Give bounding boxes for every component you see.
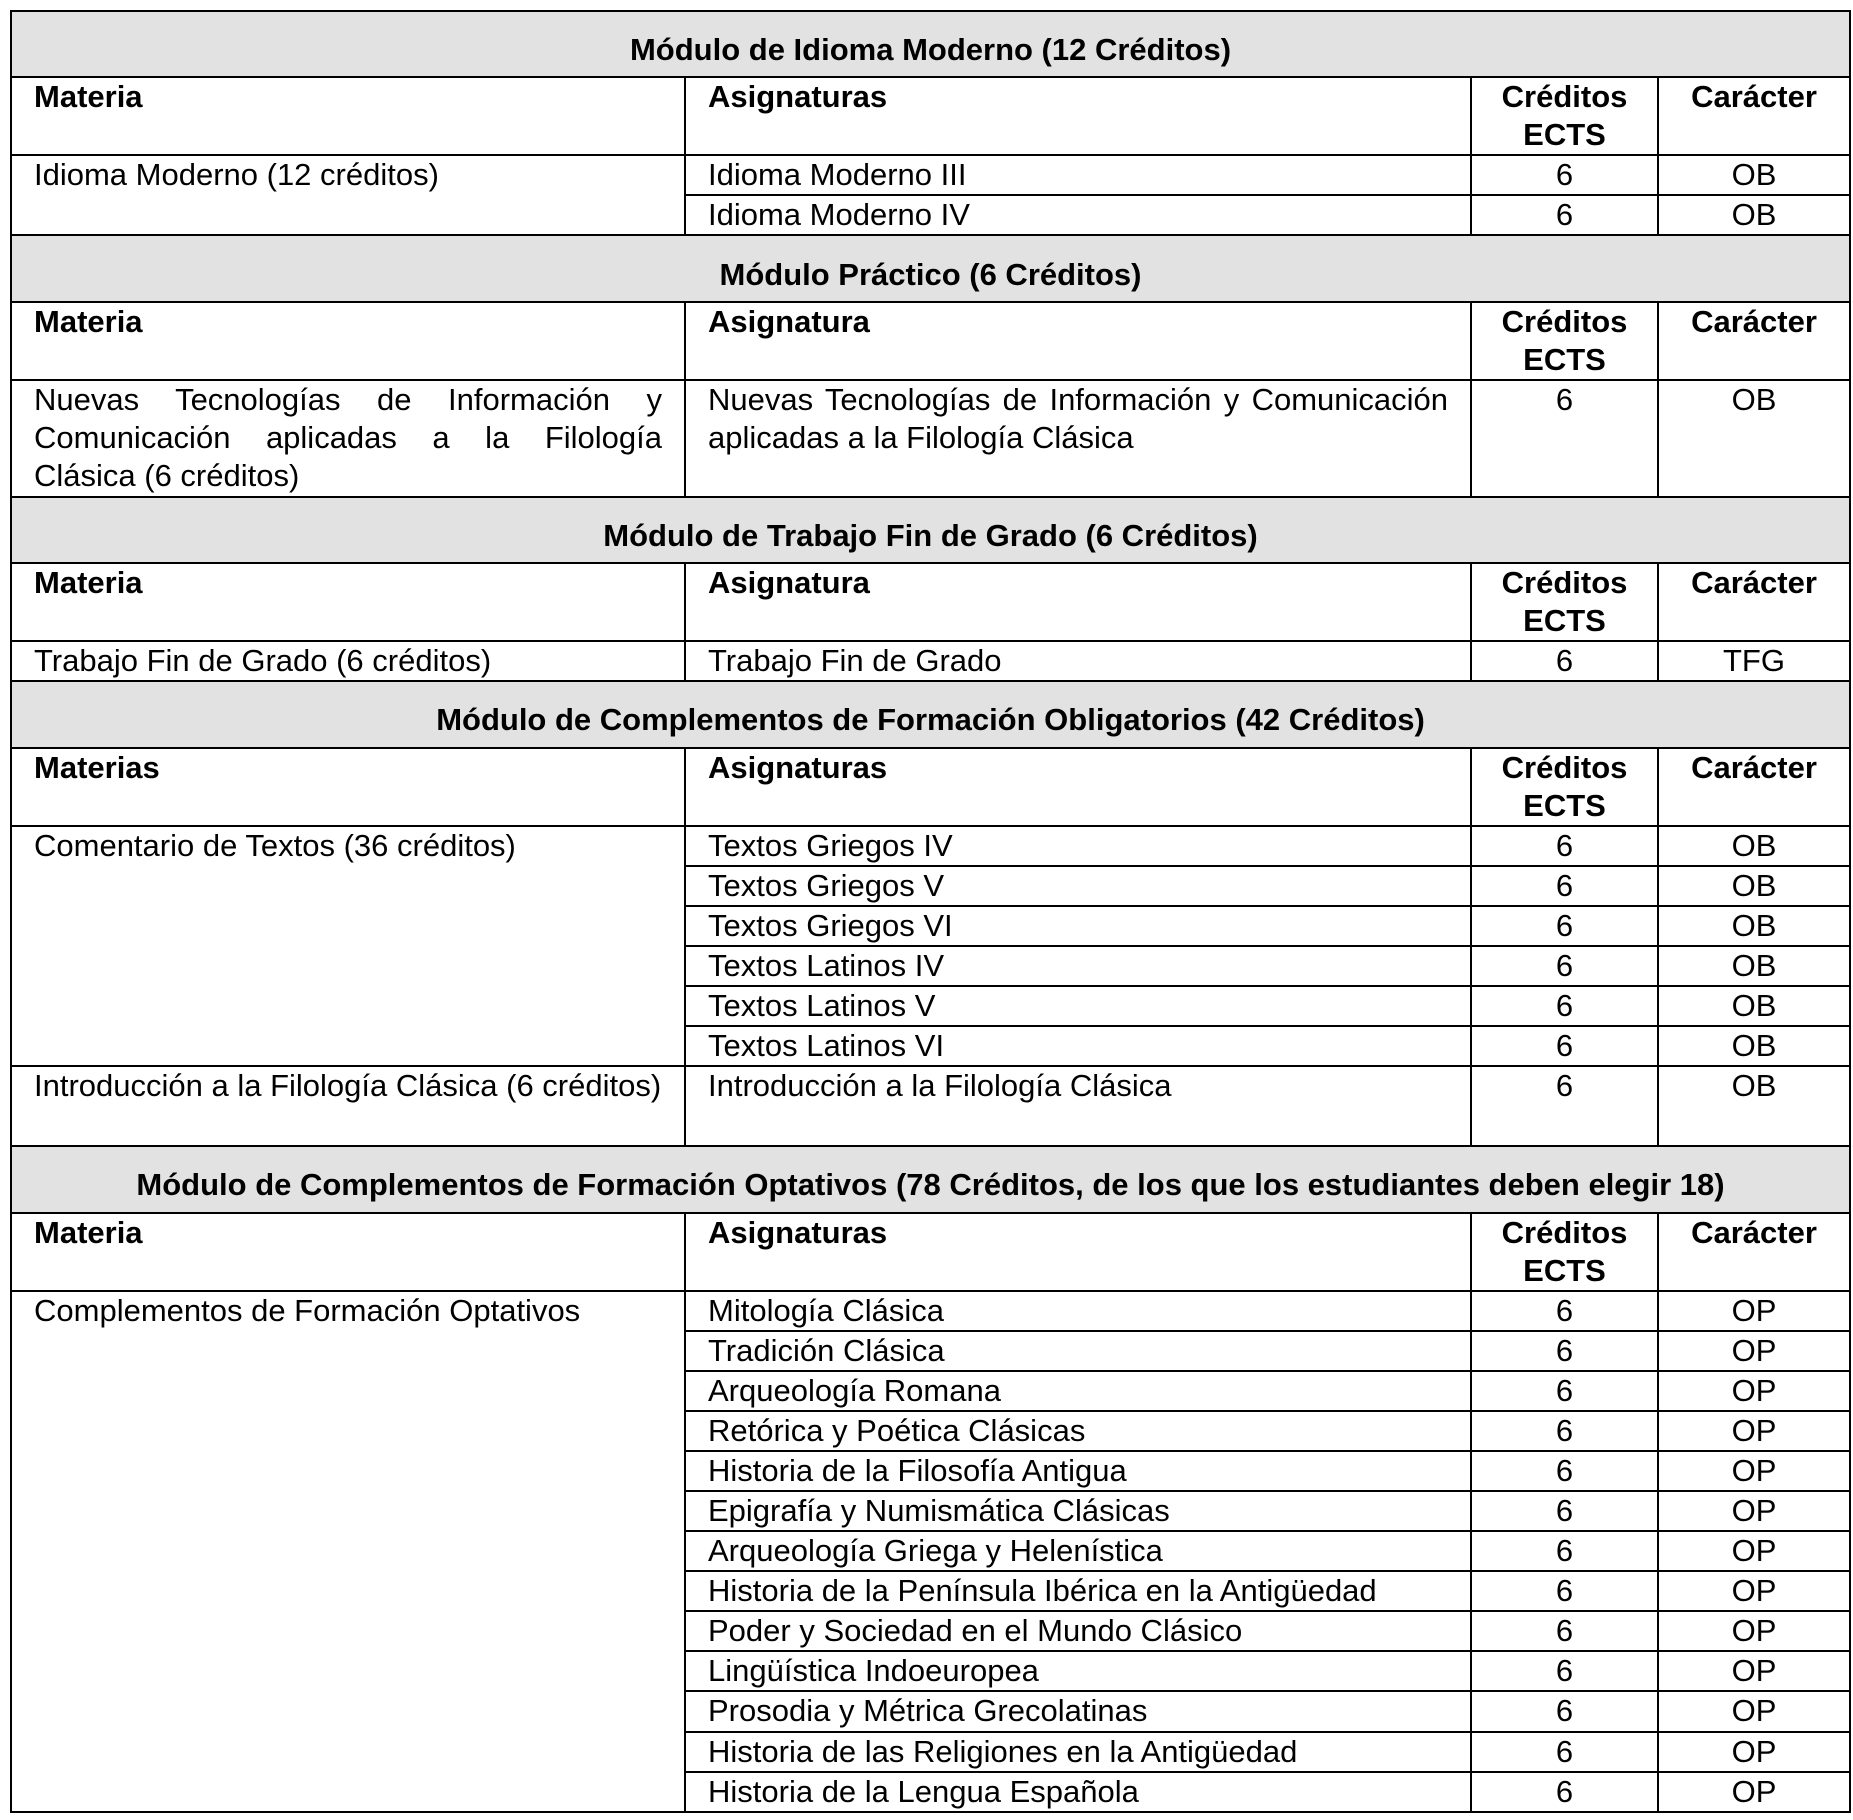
header-materia: Materia [11, 563, 685, 641]
materia-cell: Nuevas Tecnologías de Información y Comunicación aplicadas a la Filología Clásica (6 créditos) [11, 380, 685, 497]
creditos-cell: 6 [1471, 1411, 1658, 1451]
caracter-cell: OP [1658, 1732, 1850, 1772]
header-creditos-ects: Créditos ECTS [1471, 1213, 1658, 1291]
module-title: Módulo de Trabajo Fin de Grado (6 Créditos) [11, 497, 1850, 563]
module-title-row [11, 1146, 1850, 1212]
asignatura-cell: Textos Griegos VI [685, 906, 1471, 946]
table-row [11, 1291, 1850, 1331]
asignatura-cell: Tradición Clásica [685, 1331, 1471, 1371]
table-row [11, 380, 1850, 497]
creditos-cell: 6 [1471, 906, 1658, 946]
creditos-cell: 6 [1471, 1691, 1658, 1731]
asignatura-cell: Textos Griegos V [685, 866, 1471, 906]
materia-cell: Introducción a la Filología Clásica (6 créditos) [11, 1066, 685, 1146]
header-materia: Materia [11, 302, 685, 380]
caracter-cell: OP [1658, 1491, 1850, 1531]
header-caracter: Carácter [1658, 563, 1850, 641]
creditos-cell: 6 [1471, 1291, 1658, 1331]
caracter-cell: OB [1658, 906, 1850, 946]
header-asignatura: Asignaturas [685, 748, 1471, 826]
creditos-cell: 6 [1471, 1331, 1658, 1371]
caracter-cell: OB [1658, 1066, 1850, 1146]
caracter-cell: OP [1658, 1371, 1850, 1411]
caracter-cell: OP [1658, 1611, 1850, 1651]
caracter-cell: OB [1658, 195, 1850, 235]
module-title-row [11, 681, 1850, 747]
caracter-cell: TFG [1658, 641, 1850, 681]
caracter-cell: OP [1658, 1411, 1850, 1451]
table-row [11, 155, 1850, 195]
asignatura-cell: Retórica y Poética Clásicas [685, 1411, 1471, 1451]
asignatura-cell: Historia de la Filosofía Antigua [685, 1451, 1471, 1491]
materia-cell: Trabajo Fin de Grado (6 créditos) [11, 641, 685, 681]
creditos-cell: 6 [1471, 1451, 1658, 1491]
column-header-row [11, 77, 1850, 155]
creditos-cell: 6 [1471, 195, 1658, 235]
asignatura-cell: Introducción a la Filología Clásica [685, 1066, 1471, 1146]
creditos-cell: 6 [1471, 946, 1658, 986]
asignatura-cell: Trabajo Fin de Grado [685, 641, 1471, 681]
module-title-row [11, 497, 1850, 563]
creditos-cell: 6 [1471, 641, 1658, 681]
caracter-cell: OP [1658, 1691, 1850, 1731]
caracter-cell: OP [1658, 1451, 1850, 1491]
caracter-cell: OP [1658, 1531, 1850, 1571]
header-materia: Materia [11, 77, 685, 155]
module-title: Módulo Práctico (6 Créditos) [11, 235, 1850, 301]
curriculum-table-body [11, 11, 1850, 1812]
caracter-cell: OB [1658, 826, 1850, 866]
module-title-row [11, 235, 1850, 301]
creditos-cell: 6 [1471, 1571, 1658, 1611]
header-materia: Materia [11, 1213, 685, 1291]
asignatura-cell: Lingüística Indoeuropea [685, 1651, 1471, 1691]
caracter-cell: OB [1658, 946, 1850, 986]
curriculum-table [10, 10, 1851, 1813]
asignatura-cell: Historia de la Lengua Española [685, 1772, 1471, 1812]
asignatura-cell: Textos Latinos V [685, 986, 1471, 1026]
asignatura-cell: Textos Griegos IV [685, 826, 1471, 866]
asignatura-cell: Nuevas Tecnologías de Información y Comunicación aplicadas a la Filología Clásica [685, 380, 1471, 497]
caracter-cell: OP [1658, 1651, 1850, 1691]
asignatura-cell: Textos Latinos IV [685, 946, 1471, 986]
caracter-cell: OB [1658, 155, 1850, 195]
creditos-cell: 6 [1471, 1491, 1658, 1531]
header-caracter: Carácter [1658, 1213, 1850, 1291]
header-creditos-ects: Créditos ECTS [1471, 77, 1658, 155]
creditos-cell: 6 [1471, 1772, 1658, 1812]
asignatura-cell: Mitología Clásica [685, 1291, 1471, 1331]
column-header-row [11, 1213, 1850, 1291]
module-title: Módulo de Complementos de Formación Obligatorios (42 Créditos) [11, 681, 1850, 747]
creditos-cell: 6 [1471, 826, 1658, 866]
asignatura-cell: Historia de las Religiones en la Antigüedad [685, 1732, 1471, 1772]
table-row [11, 826, 1850, 866]
table-row [11, 1066, 1850, 1146]
column-header-row [11, 563, 1850, 641]
creditos-cell: 6 [1471, 1371, 1658, 1411]
header-creditos-ects: Créditos ECTS [1471, 302, 1658, 380]
column-header-row [11, 302, 1850, 380]
caracter-cell: OP [1658, 1291, 1850, 1331]
header-asignatura: Asignaturas [685, 1213, 1471, 1291]
header-creditos-ects: Créditos ECTS [1471, 748, 1658, 826]
caracter-cell: OP [1658, 1772, 1850, 1812]
column-header-row [11, 748, 1850, 826]
materia-cell: Comentario de Textos (36 créditos) [11, 826, 685, 1066]
header-asignatura: Asignatura [685, 563, 1471, 641]
header-caracter: Carácter [1658, 77, 1850, 155]
module-title-row [11, 11, 1850, 77]
module-title: Módulo de Complementos de Formación Optativos (78 Créditos, de los que los estudiantes deben elegir 18) [11, 1146, 1850, 1212]
materia-cell: Complementos de Formación Optativos [11, 1291, 685, 1812]
creditos-cell: 6 [1471, 1611, 1658, 1651]
header-caracter: Carácter [1658, 302, 1850, 380]
caracter-cell: OB [1658, 986, 1850, 1026]
header-asignatura: Asignatura [685, 302, 1471, 380]
creditos-cell: 6 [1471, 1066, 1658, 1146]
asignatura-cell: Epigrafía y Numismática Clásicas [685, 1491, 1471, 1531]
caracter-cell: OP [1658, 1571, 1850, 1611]
creditos-cell: 6 [1471, 866, 1658, 906]
creditos-cell: 6 [1471, 1531, 1658, 1571]
asignatura-cell: Idioma Moderno III [685, 155, 1471, 195]
header-asignatura: Asignaturas [685, 77, 1471, 155]
creditos-cell: 6 [1471, 1651, 1658, 1691]
asignatura-cell: Arqueología Griega y Helenística [685, 1531, 1471, 1571]
asignatura-cell: Arqueología Romana [685, 1371, 1471, 1411]
creditos-cell: 6 [1471, 1732, 1658, 1772]
caracter-cell: OB [1658, 866, 1850, 906]
header-caracter: Carácter [1658, 748, 1850, 826]
creditos-cell: 6 [1471, 986, 1658, 1026]
creditos-cell: 6 [1471, 155, 1658, 195]
creditos-cell: 6 [1471, 1026, 1658, 1066]
caracter-cell: OB [1658, 380, 1850, 497]
asignatura-cell: Idioma Moderno IV [685, 195, 1471, 235]
materia-cell: Idioma Moderno (12 créditos) [11, 155, 685, 235]
table-row [11, 641, 1850, 681]
asignatura-cell: Historia de la Península Ibérica en la Antigüedad [685, 1571, 1471, 1611]
creditos-cell: 6 [1471, 380, 1658, 497]
header-materia: Materias [11, 748, 685, 826]
header-creditos-ects: Créditos ECTS [1471, 563, 1658, 641]
asignatura-cell: Prosodia y Métrica Grecolatinas [685, 1691, 1471, 1731]
asignatura-cell: Textos Latinos VI [685, 1026, 1471, 1066]
module-title: Módulo de Idioma Moderno (12 Créditos) [11, 11, 1850, 77]
caracter-cell: OB [1658, 1026, 1850, 1066]
asignatura-cell: Poder y Sociedad en el Mundo Clásico [685, 1611, 1471, 1651]
caracter-cell: OP [1658, 1331, 1850, 1371]
